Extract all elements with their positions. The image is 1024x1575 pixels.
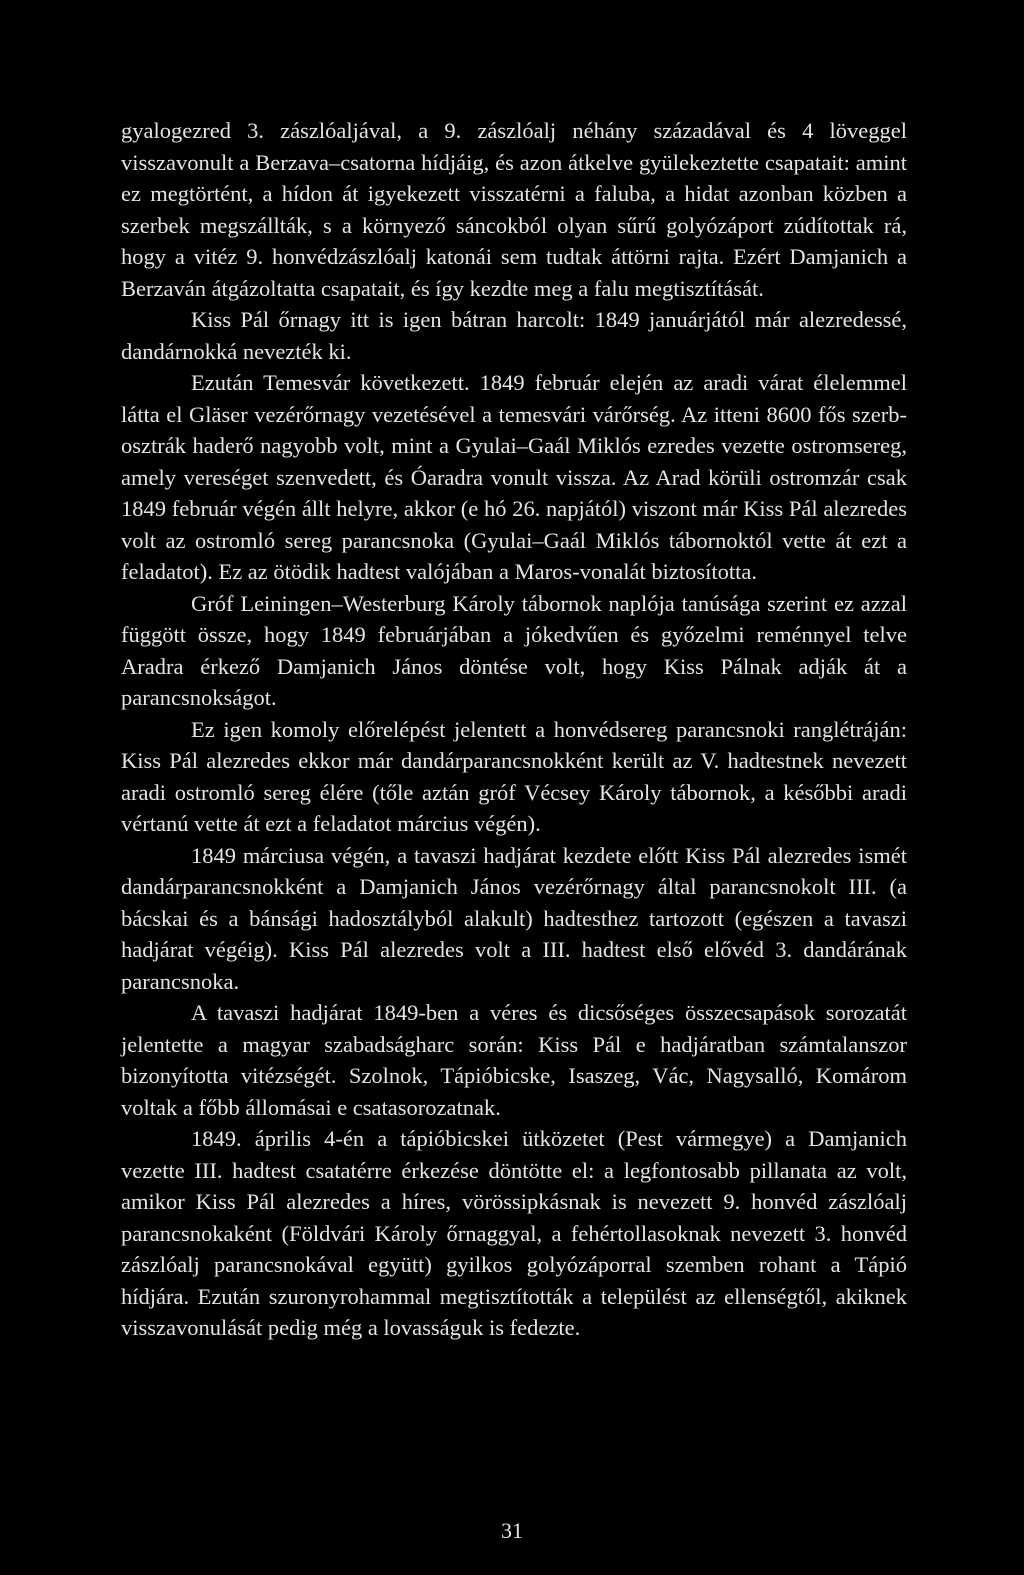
paragraph-rank-advancement: Ez igen komoly előrelépést jelentett a honvédsereg parancsnoki ranglétráján: Kiss Pál alezredes ekkor már dandárparancsnokként került az V. hadtestnek nevezett aradi ostromló sereg élére (tőle aztán gróf Vécsey Károly tábornok, a későbbi aradi vértanú vette át ezt a feladatot március végén). bbox=[121, 716, 907, 836]
paragraph-promotion-lieutenant-colonel: Kiss Pál őrnagy itt is igen bátran harcolt: 1849 januárjától már alezredessé, dandárnokká nevezték ki. bbox=[121, 307, 907, 364]
paragraph-tapiobicske-battle: 1849. április 4-én a tápióbicskei ütközetet (Pest vármegye) a Damjanich vezette III. hadtest csatatérre érkezése döntötte el: a legfontosabb pillanata az volt, amikor Kiss Pál alezredes a híres, vörössipkásnak is nevezett 9. honvéd zászlóalj parancsnokaként (Földvári Károly őrnaggyal, a fehértollasoknak nevezett 3. honvéd zászlóalj parancsnokával együtt) gyilkos golyózáporral szemben rohant a Tápió hídjára. Ezután szuronyrohammal megtisztították a települést az ellenségtől, akiknek visszavonulását pedig még a lovasságuk is fedezte. bbox=[121, 1126, 907, 1340]
paragraph-berzava-crossing: gyalogezred 3. zászlóaljával, a 9. zászlóalj néhány századával és 4 löveggel visszavonult a Berzava–csatorna hídjáig, és azon átkelve gyülekeztette csapatait: amint ez megtörtént, a hídon át igyekezett visszatérni a faluba, a hidat azonban közben a szerbek megszállták, s a környező sáncokból olyan sűrű golyózáport zúdítottak rá, hogy a vitéz 9. honvédzászlóalj katonái sem tudtak áttörni rajta. Ezért Damjanich a Berzaván átgázoltatta csapatait, és így kezdte meg a falu megtisztítását. bbox=[121, 118, 907, 301]
paragraph-temesvar-arad-siege: Ezután Temesvár következett. 1849 február elején az aradi várat élelemmel látta el Gläser vezérőrnagy vezetésével a temesvári várőrség. Az itteni 8600 fős szerb-osztrák haderő nagyobb volt, mint a Gyulai–Gaál Miklós ezredes vezette ostromsereg, amely vereséget szenvedett, és Óaradra vonult vissza. Az Arad körüli ostromzár csak 1849 február végén állt helyre, akkor (e hó 26. napjától) viszont már Kiss Pál alezredes volt az ostromló sereg parancsnoka (Gyulai–Gaál Miklós tábornoktól vette át ezt a feladatot). Ez az ötödik hadtest valójában a Maros-vonalát biztosította. bbox=[121, 370, 907, 584]
paragraph-march-1849: 1849 márciusa végén, a tavaszi hadjárat kezdete előtt Kiss Pál alezredes ismét dandárparancsnokként a Damjanich János vezérőrnagy által parancsnokolt III. (a bácskai és a bánsági hadosztályból alakult) hadtesthez tartozott (egészen a tavaszi hadjárat végéig). Kiss Pál alezredes volt a III. hadtest első elővéd 3. dandárának parancsnoka. bbox=[121, 842, 907, 994]
paragraph-spring-campaign: A tavaszi hadjárat 1849-ben a véres és dicsőséges összecsapások sorozatát jelentette a magyar szabadságharc során: Kiss Pál e hadjáratban számtalanszor bizonyította vitézségét. Szolnok, Tápióbicske, Isaszeg, Vác, Nagysalló, Komárom voltak a főbb állomásai e csatasorozatnak. bbox=[121, 1000, 907, 1120]
paragraph-leiningen-diary: Gróf Leiningen–Westerburg Károly tábornok naplója tanúsága szerint ez azzal függött össze, hogy 1849 februárjában a jókedvűen és győzelmi reménnyel telve Aradra érkező Damjanich János döntése volt, hogy Kiss Pálnak adják át a parancsnokságot. bbox=[121, 590, 907, 710]
page-body bbox=[121, 115, 907, 1344]
page-number: 31 bbox=[501, 1518, 523, 1543]
